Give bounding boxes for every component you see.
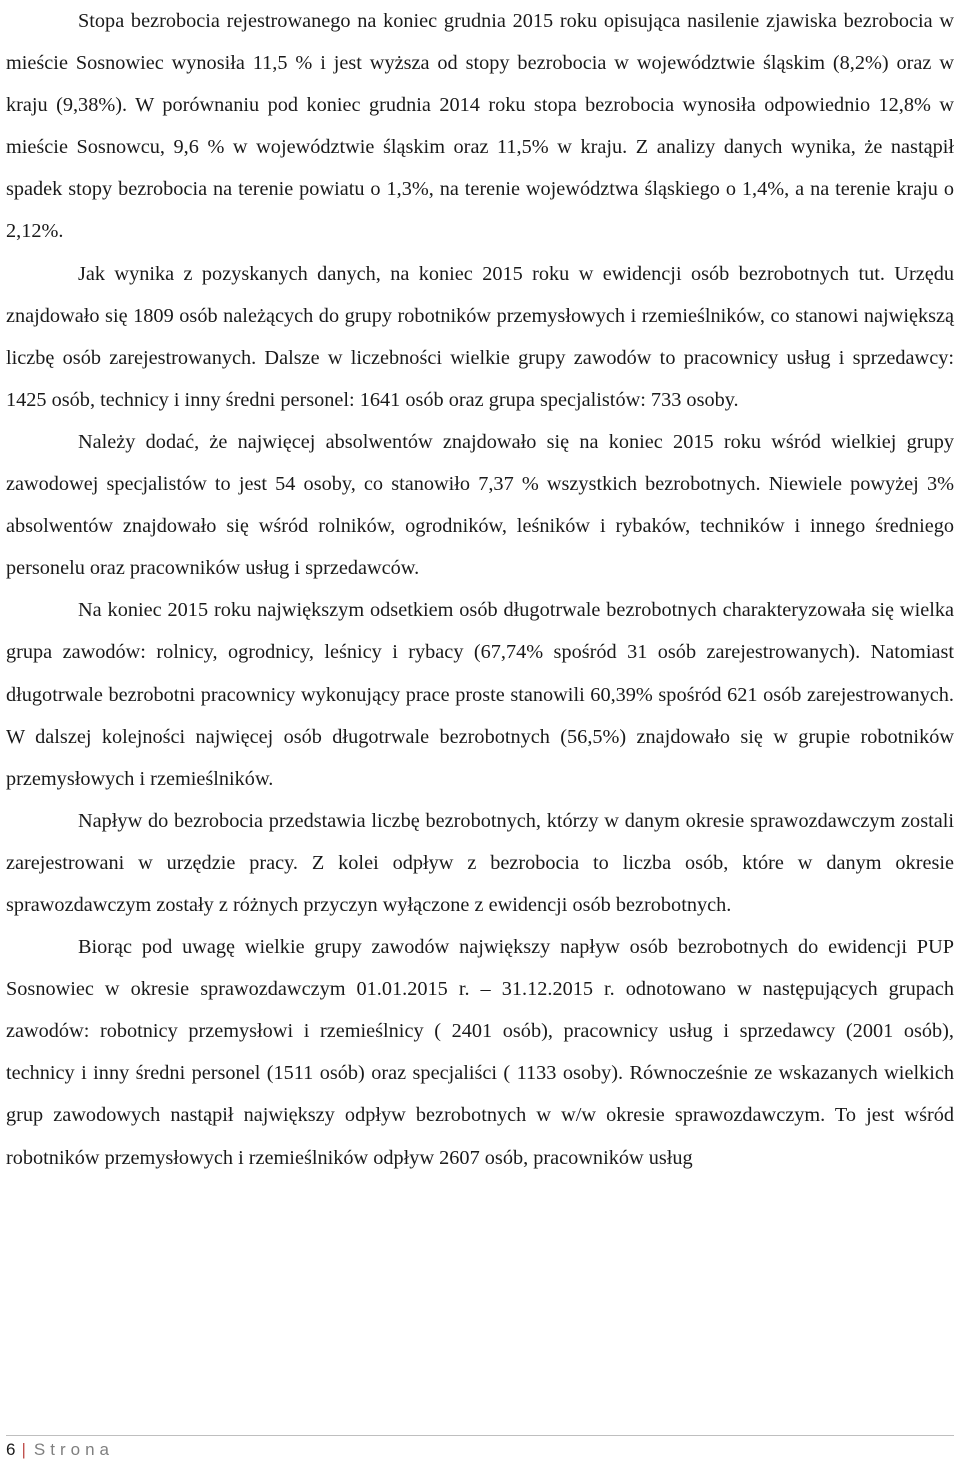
paragraph-unemployment-rate: Stopa bezrobocia rejestrowanego na koniec grudnia 2015 roku opisująca nasilenie zjawiska bezrobocia w mieście Sosnowiec wynosiła 11,5 % i jest wyższa od stopy bezrobocia w województwie śląskim (8,2%) oraz w kraju (9,38%). W porównaniu pod koniec grudnia 2014 roku stopa bezrobocia wynosiła odpowiednio 12,8% w mieście Sosnowcu, 9,6 % w województwie śląskim oraz 11,5% w kraju. Z analizy danych wynika, że nastąpił spadek stopy bezrobocia na terenie powiatu o 1,3%, na terenie województwa śląskiego o 1,4%, a na terenie kraju o 2,12%. (6, 10, 954, 243)
paragraph-long-term-unemployed: Na koniec 2015 roku największym odsetkiem osób długotrwale bezrobotnych charakteryzowała się wielka grupa zawodów: rolnicy, ogrodnicy, leśnicy i rybacy (67,74% spośród 31 osób zarejestrowanych). Natomiast długotrwale bezrobotni pracownicy wykonujący prace proste stanowili 60,39% spośród 621 osób zarejestrowanych. W dalszej kolejności najwięcej osób długotrwale bezrobotnych (56,5%) znajdowało się w grupie robotników przemysłowych i rzemieślników. (6, 599, 954, 790)
footer-divider (6, 1435, 954, 1436)
paragraph-inflow-by-group: Biorąc pod uwagę wielkie grupy zawodów największy napływ osób bezrobotnych do ewidencji PUP Sosnowiec w okresie sprawozdawczym 01.01.2015 r. – 31.12.2015 r. odnotowano w następujących grupach zawodów: robotnicy przemysłowi i rzemieślnicy ( 2401 osób), pracownicy usług i sprzedawcy (2001 osób), technicy i inny średni personel (1511 osób) oraz specjaliści ( 1133 osoby). Równocześnie ze wskazanych wielkich grup zawodowych nastąpił największy odpływ bezrobotnych w w/w okresie sprawozdawczym. To jest wśród robotników przemysłowych i rzemieślników odpływ 2607 osób, pracowników usług (6, 936, 954, 1169)
page-footer (6, 1436, 954, 1463)
document-body (6, 0, 954, 1179)
page-number: 6 (6, 1440, 16, 1459)
footer-separator: | (21, 1440, 26, 1459)
paragraph-occupational-groups: Jak wynika z pozyskanych danych, na koniec 2015 roku w ewidencji osób bezrobotnych tut. Urzędu znajdowało się 1809 osób należących do grupy robotników przemysłowych i rzemieślników, co stanowi największą liczbę osób zarejestrowanych. Dalsze w liczebności wielkie grupy zawodów to pracownicy usług i sprzedawcy: 1425 osób, technicy i inny średni personel: 1641 osób oraz grupa specjalistów: 733 osoby. (6, 262, 954, 411)
paragraph-graduates: Należy dodać, że najwięcej absolwentów znajdowało się na koniec 2015 roku wśród wielkiej grupy zawodowej specjalistów to jest 54 osoby, co stanowiło 7,37 % wszystkich bezrobotnych. Niewiele powyżej 3% absolwentów znajdowało się wśród rolników, ogrodników, leśników i rybaków, techników i innego średniego personelu oraz pracowników usług i sprzedawców. (6, 430, 954, 580)
page-label: Strona (33, 1440, 114, 1459)
paragraph-inflow-outflow-definition: Napływ do bezrobocia przedstawia liczbę bezrobotnych, którzy w danym okresie sprawozdawczym zostali zarejestrowani w urzędzie pracy. Z kolei odpływ z bezrobocia to liczba osób, które w danym okresie sprawozdawczym zostały z różnych przyczyn wyłączone z ewidencji osób bezrobotnych. (6, 809, 954, 916)
